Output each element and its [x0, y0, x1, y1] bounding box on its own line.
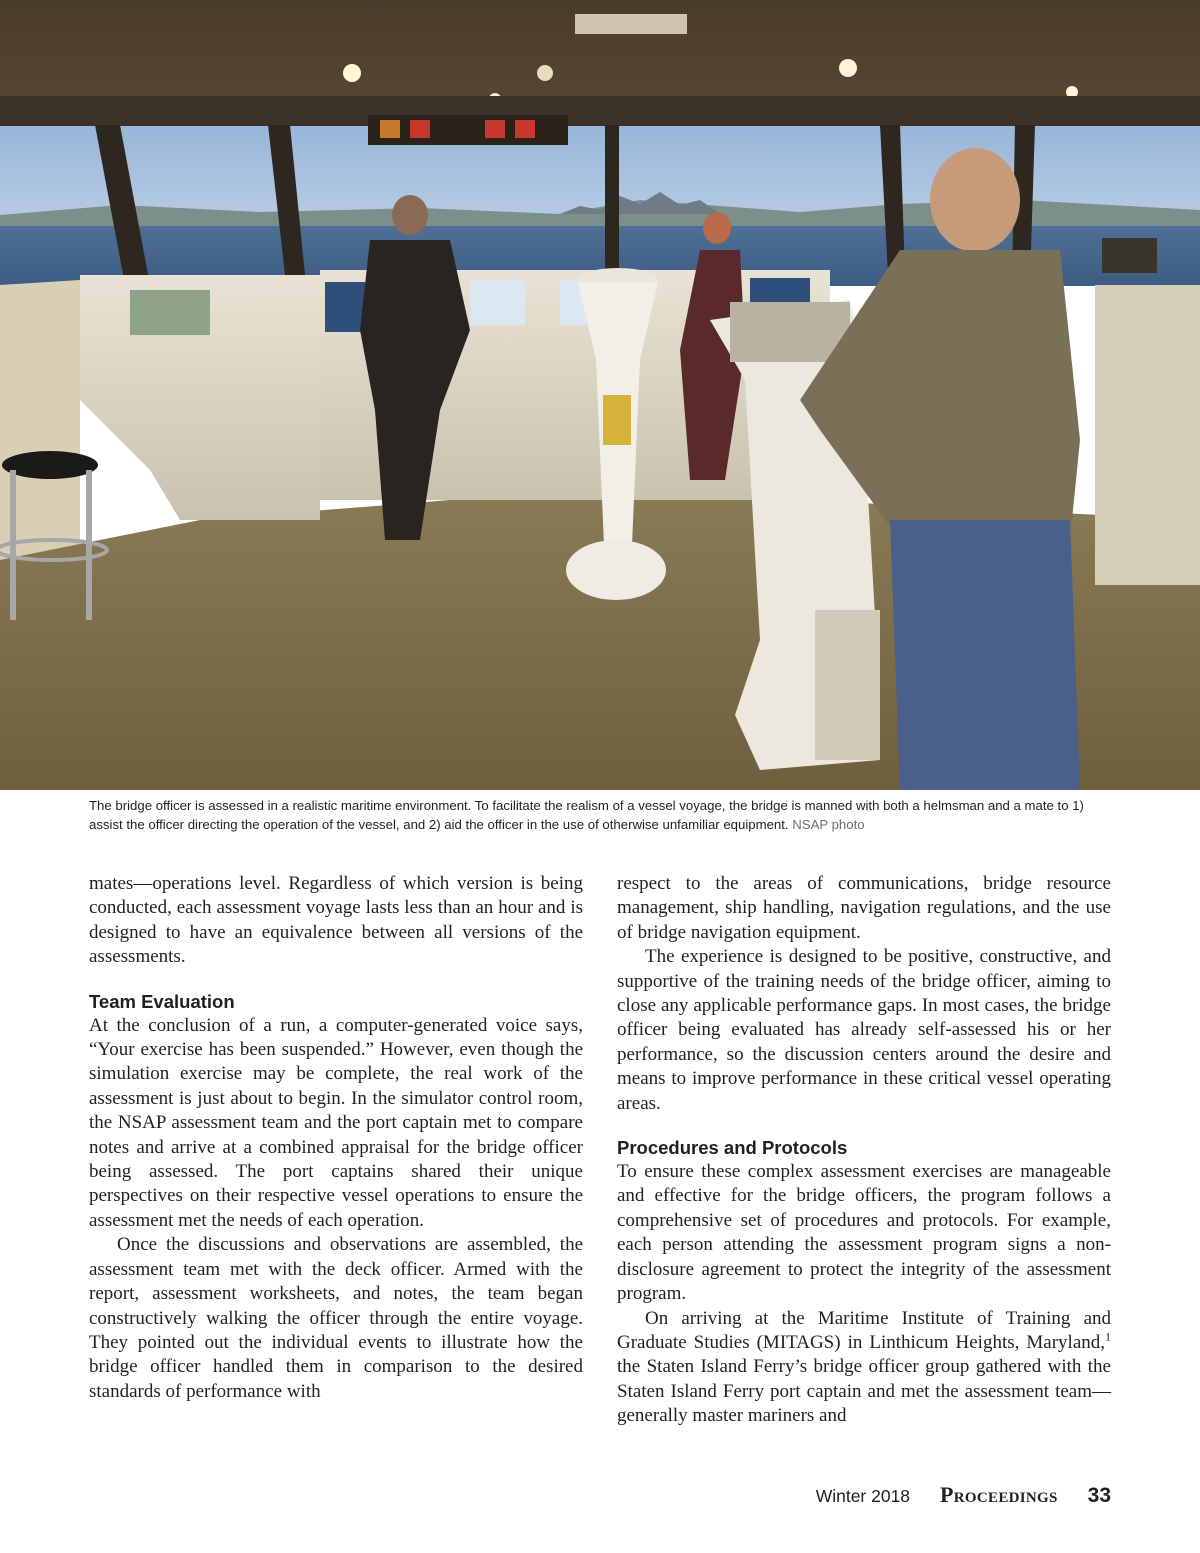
paragraph: The experience is designed to be positive, constructive, and supportive of the training needs of the bridge officer, aiming to close any applicable performance gaps. In most cases, the bridge officer being evaluated has already self-assessed his or her performance, so the discussion centers around the desire and means to improve performance in these critical vessel operating areas. — [617, 946, 1111, 1114]
radar-unit — [1102, 238, 1157, 273]
paragraph: respect to the areas of communications, bridge resource management, ship handling, navigation regulations, and the use of bridge navigation equipment. — [617, 873, 1111, 943]
right-column — [617, 872, 1111, 1429]
page-number: 33 — [1087, 1484, 1111, 1507]
paragraph — [617, 1307, 1111, 1429]
paragraph-text: On arriving at the Maritime Institute of Training and Graduate Studies (MITAGS) in Linthicum Heights, Maryland, — [617, 1307, 1111, 1353]
person-helmsman-jeans — [890, 520, 1080, 790]
right-console — [1095, 285, 1200, 585]
paragraph: At the conclusion of a run, a computer-generated voice says, “Your exercise has been suspended.” However, even though the simulation exercise may be complete, the real work of the assessment is just about to begin. In the simulator control room, the NSAP assessment team and the port captain met to compare notes and arrive at a combined appraisal for the bridge officer being assessed. The port captains shared their unique perspectives on their respective vessel operations to ensure the assessment met the needs of each operation. — [89, 1014, 583, 1231]
ceiling-light — [839, 59, 857, 77]
mullion — [605, 125, 619, 275]
caption-text: The bridge officer is assessed in a realistic maritime environment. To facilitate the realism of a vessel voyage, the bridge is manned with both a helmsman and a mate to 1) assist the officer directing the operation of the vessel, and 2) aid the officer in the use of otherwise unfamiliar equipment. — [89, 798, 1084, 832]
section-heading-procedures-protocols: Procedures and Protocols — [617, 1137, 848, 1159]
ceiling-light — [343, 64, 361, 82]
paragraph-text: the Staten Island Ferry’s bridge officer group gathered with the Staten Island Ferry port captain and met the assessment team—generally master mariners and — [617, 1356, 1111, 1427]
ceiling-vent — [575, 14, 687, 34]
person-helmsman-head — [930, 148, 1020, 252]
page-footer — [816, 1482, 1111, 1508]
left-column — [89, 872, 583, 1404]
person-mate-head — [703, 212, 731, 244]
section-heading-team-evaluation: Team Evaluation — [89, 990, 235, 1012]
window-header — [0, 96, 1200, 126]
paragraph: mates—operations level. Regardless of which version is being conducted, each assessment voyage lasts less than an hour and is designed to have an equivalence between all versions of the assessments. — [89, 873, 583, 968]
photo-caption — [89, 796, 1119, 834]
paragraph: Once the discussions and observations are assembled, the assessment team met with the deck officer. Armed with the report, assessment worksheets, and notes, the team began constructively walking the officer through the entire voyage. They pointed out the individual events to illustrate how the bridge officer handled them in comparison to the desired standards of performance with — [89, 1234, 583, 1402]
bar-stool — [2, 451, 98, 479]
issue-season: Winter 2018 — [815, 1486, 911, 1506]
photo-credit: NSAP photo — [792, 817, 865, 832]
console-screen — [470, 280, 525, 325]
paragraph: To ensure these complex assessment exercises are manageable and effective for the bridge officers, the program follows a comprehensive set of procedures and protocols. For example, each person attending the assessment program signs a non-disclosure agreement to protect the integrity of the assessment program. — [617, 1161, 1111, 1305]
person-officer-head — [392, 195, 428, 235]
console-screen — [130, 290, 210, 335]
footnote-marker: 1 — [1105, 1329, 1111, 1344]
ceiling-light — [537, 65, 553, 81]
console-screen — [325, 282, 365, 332]
magazine-name: Proceedings — [940, 1482, 1058, 1507]
